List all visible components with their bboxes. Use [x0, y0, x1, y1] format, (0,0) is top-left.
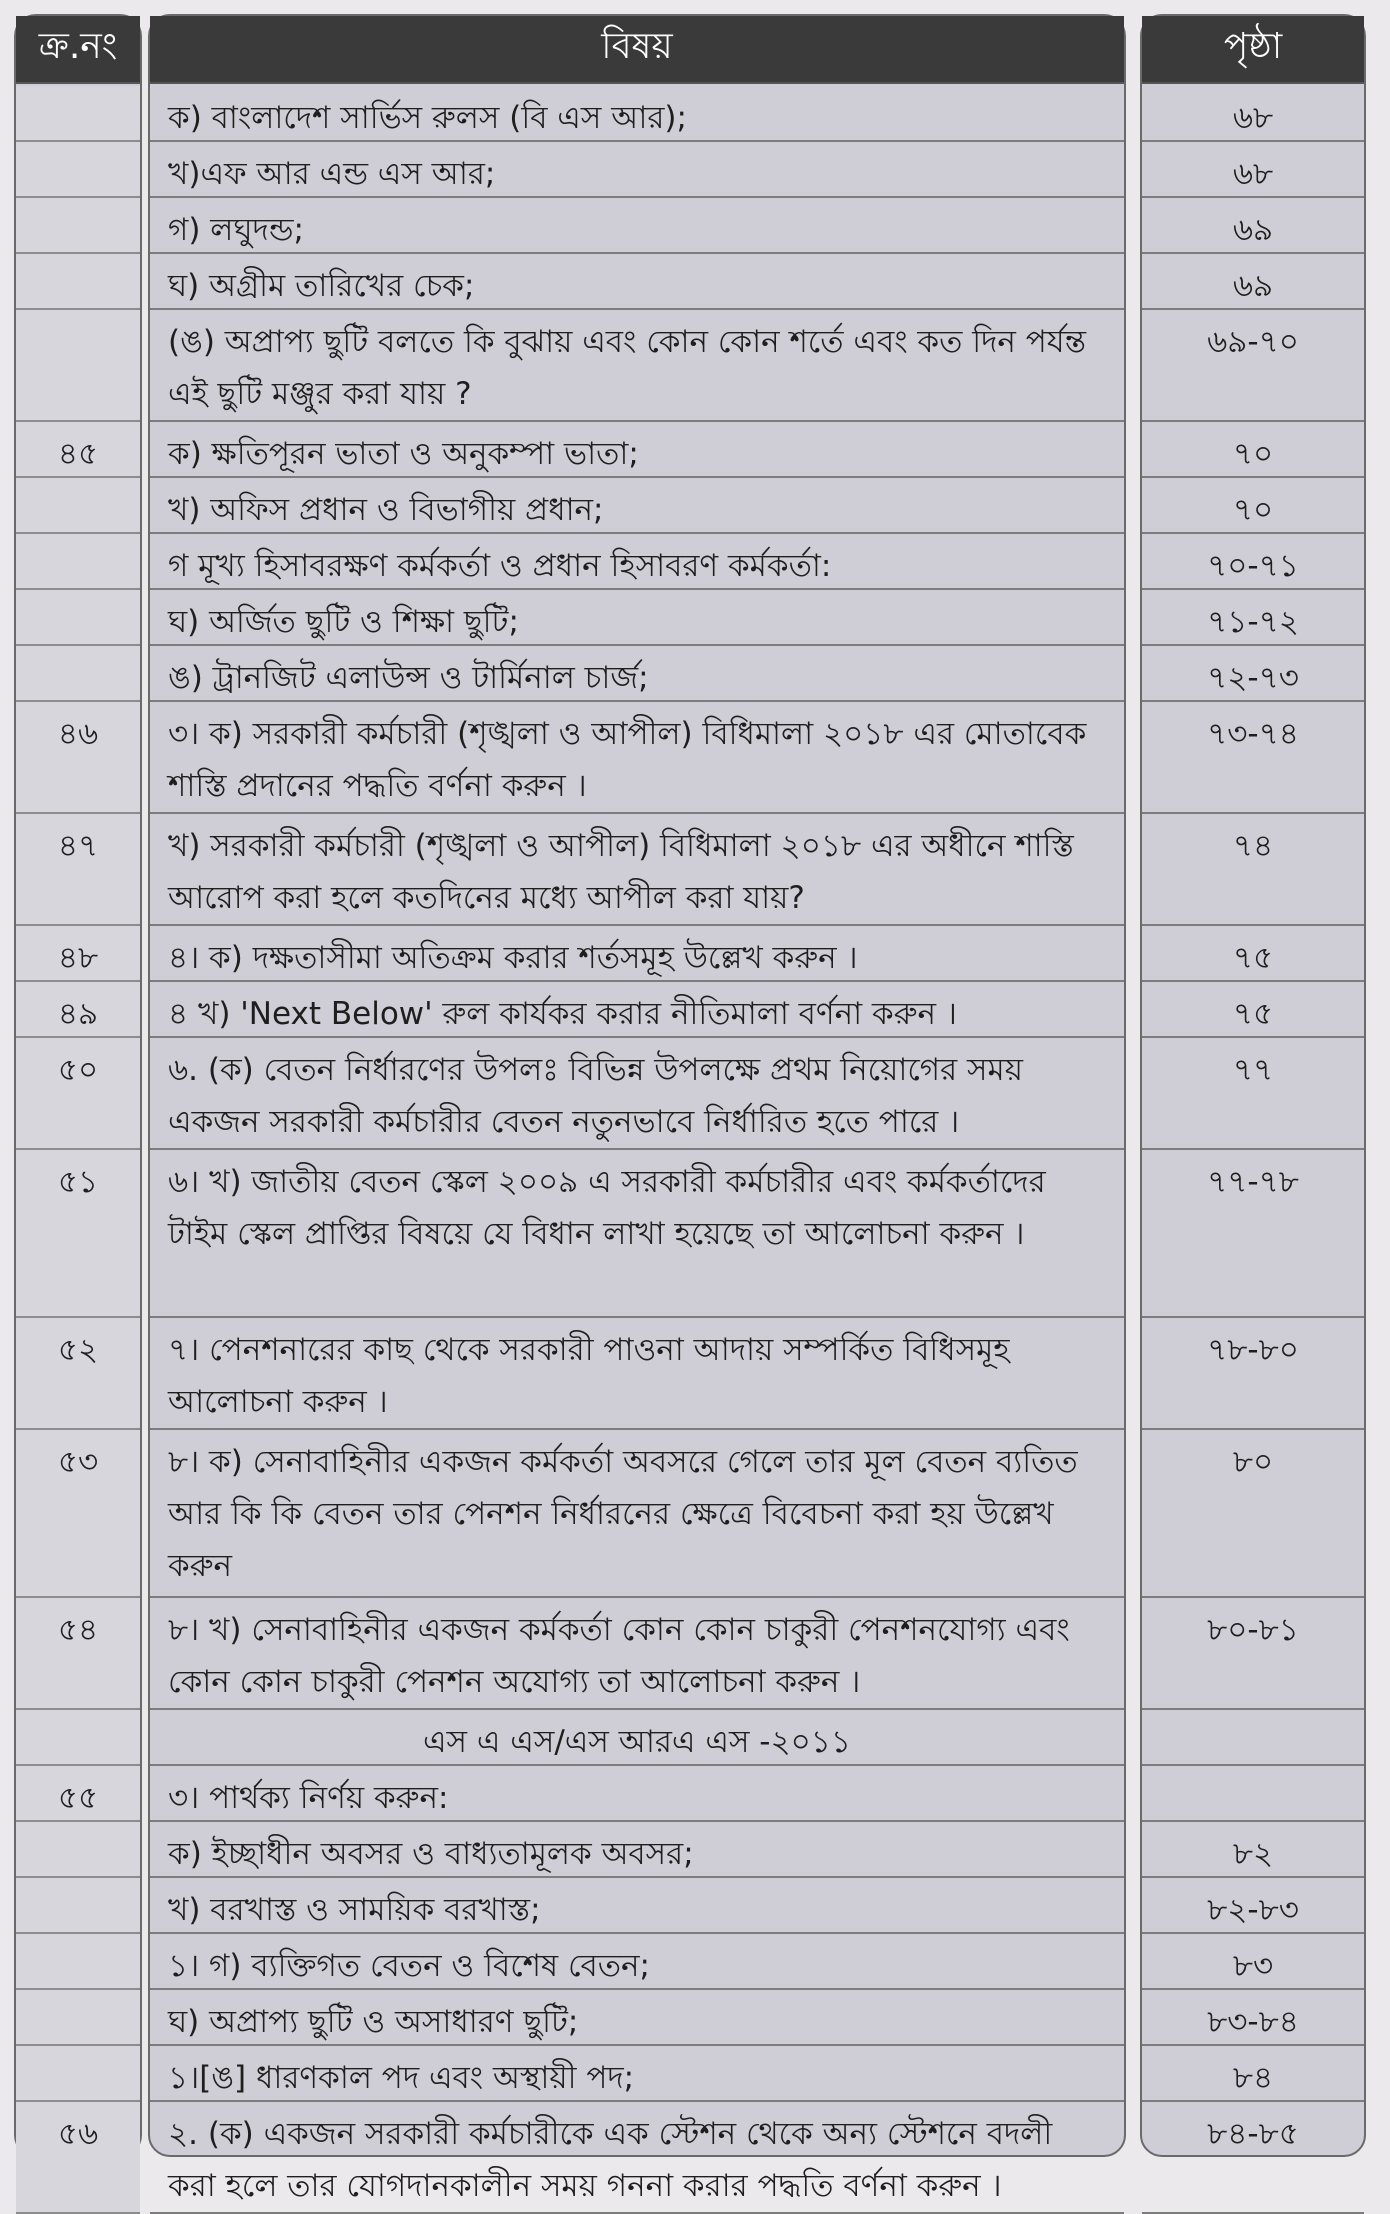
- page-cell: ৭৫: [1142, 926, 1364, 982]
- page-cell: ৮২: [1142, 1822, 1364, 1878]
- serial-cell: [16, 814, 140, 926]
- page-cell: ৮২-৮৩: [1142, 1878, 1364, 1934]
- serial-rows: [16, 86, 140, 2155]
- serial-number: [16, 1710, 140, 1716]
- serial-number: [16, 1990, 140, 1996]
- page-cell: ৭০: [1142, 478, 1364, 534]
- page-cell: ৮৩-৮৪: [1142, 1990, 1364, 2046]
- subject-cell: গ) লঘুদন্ড;: [150, 198, 1124, 254]
- page-cell: ৭৪: [1142, 814, 1364, 926]
- subject-cell: ৩। পার্থক্য নির্ণয় করুন:: [150, 1766, 1124, 1822]
- subject-cell: ৭। পেনশনারের কাছ থেকে সরকারী পাওনা আদায় সম্পর্কিত বিধিসমূহ আলোচনা করুন ।: [150, 1318, 1124, 1430]
- serial-cell: [16, 1822, 140, 1878]
- serial-number: ৫৩: [57, 1444, 99, 1480]
- subject-cell: ১।[ঙ] ধারণকাল পদ এবং অস্থায়ী পদ;: [150, 2046, 1124, 2102]
- page-cell: ৮০: [1142, 1430, 1364, 1598]
- serial-number: [16, 534, 140, 540]
- serial-cell: [16, 198, 140, 254]
- serial-number: ৫০: [57, 1052, 99, 1088]
- serial-number: [16, 1878, 140, 1884]
- page-cell: ৬৯-৭০: [1142, 310, 1364, 422]
- serial-cell: [16, 534, 140, 590]
- subject-cell: এস এ এস/এস আরএ এস -২০১১: [150, 1710, 1124, 1766]
- serial-header: ক্র.নং: [16, 16, 140, 84]
- serial-cell: [16, 1598, 140, 1710]
- serial-number: [16, 1934, 140, 1940]
- page-cell: ৮৪-৮৫: [1142, 2102, 1364, 2214]
- serial-number: ৫৫: [57, 1780, 99, 1816]
- page-column: [1140, 14, 1366, 2157]
- serial-cell: [16, 702, 140, 814]
- serial-number: [16, 646, 140, 652]
- subject-cell: খ)এফ আর এন্ড এস আর;: [150, 142, 1124, 198]
- subject-cell: ৪। ক) দক্ষতাসীমা অতিক্রম করার শর্তসমূহ উল্লেখ করুন ।: [150, 926, 1124, 982]
- page-rows: [1142, 86, 1364, 2155]
- serial-cell: [16, 590, 140, 646]
- serial-cell: [16, 1710, 140, 1766]
- subject-cell: ২. (ক) একজন সরকারী কর্মচারীকে এক স্টেশন থেকে অন্য স্টেশনে বদলী করা হলে তার যোগদানকালীন সময় গননা করার পদ্ধতি বর্ণনা করুন ।: [150, 2102, 1124, 2214]
- serial-number: ৫২: [57, 1332, 99, 1368]
- subject-cell: খ) সরকারী কর্মচারী (শৃঙ্খলা ও আপীল) বিধিমালা ২০১৮ এর অধীনে শাস্তি আরোপ করা হলে কতদিনের মধ্যে আপীল করা যায়?: [150, 814, 1124, 926]
- subject-cell: খ) বরখাস্ত ও সাময়িক বরখাস্ত;: [150, 1878, 1124, 1934]
- serial-number: ৪৮: [57, 940, 99, 976]
- serial-cell: [16, 478, 140, 534]
- subject-header: বিষয়: [150, 16, 1124, 84]
- page-cell: [1142, 1766, 1364, 1822]
- serial-number: ৫১: [57, 1164, 99, 1200]
- subject-cell: ১। গ) ব্যক্তিগত বেতন ও বিশেষ বেতন;: [150, 1934, 1124, 1990]
- page-cell: ৭৫: [1142, 982, 1364, 1038]
- serial-cell: [16, 2046, 140, 2102]
- serial-number: ৪৫: [57, 436, 99, 472]
- serial-column: [14, 14, 142, 2157]
- subject-column: [148, 14, 1126, 2204]
- page-header: পৃষ্ঠা: [1142, 16, 1364, 84]
- serial-cell: [16, 926, 140, 982]
- serial-cell: [16, 1150, 140, 1318]
- subject-cell: ক) ক্ষতিপূরন ভাতা ও অনুকম্পা ভাতা;: [150, 422, 1124, 478]
- subject-cell: ক) বাংলাদেশ সার্ভিস রুলস (বি এস আর);: [150, 86, 1124, 142]
- serial-number: ৪৭: [57, 828, 99, 864]
- subject-cell: ঙ) ট্রানজিট এলাউন্স ও টার্মিনাল চার্জ;: [150, 646, 1124, 702]
- page-cell: ৮০-৮১: [1142, 1598, 1364, 1710]
- subject-cell: ৮। খ) সেনাবাহিনীর একজন কর্মকর্তা কোন কোন চাকুরী পেনশনযোগ্য এবং কোন কোন চাকুরী পেনশন অযোগ্য তা আলোচনা করুন ।: [150, 1598, 1124, 1710]
- serial-number: [16, 142, 140, 148]
- page-cell: ৭৩-৭৪: [1142, 702, 1364, 814]
- page-cell: ৮৪: [1142, 2046, 1364, 2102]
- serial-cell: [16, 142, 140, 198]
- subject-cell: ৩। ক) সরকারী কর্মচারী (শৃঙ্খলা ও আপীল) বিধিমালা ২০১৮ এর মোতাবেক শাস্তি প্রদানের পদ্ধতি বর্ণনা করুন ।: [150, 702, 1124, 814]
- serial-cell: [16, 646, 140, 702]
- serial-number: [16, 1822, 140, 1828]
- page-cell: ৭৮-৮০: [1142, 1318, 1364, 1430]
- serial-number: [16, 590, 140, 596]
- serial-cell: [16, 2102, 140, 2214]
- subject-cell: ৮। ক) সেনাবাহিনীর একজন কর্মকর্তা অবসরে গেলে তার মূল বেতন ব্যতিত আর কি কি বেতন তার পেনশন নির্ধারনের ক্ষেত্রে বিবেচনা করা হয় উল্লেখ করুন: [150, 1430, 1124, 1598]
- serial-cell: [16, 86, 140, 142]
- page-cell: ৭২-৭৩: [1142, 646, 1364, 702]
- serial-cell: [16, 1038, 140, 1150]
- serial-number: [16, 310, 140, 316]
- serial-number: ৫৪: [57, 1612, 99, 1648]
- subject-cell: ক) ইচ্ছাধীন অবসর ও বাধ্যতামূলক অবসর;: [150, 1822, 1124, 1878]
- serial-cell: [16, 1878, 140, 1934]
- serial-number: [16, 2046, 140, 2052]
- serial-number: ৪৬: [57, 716, 99, 752]
- page-cell: ৬৮: [1142, 86, 1364, 142]
- page-cell: ৭১-৭২: [1142, 590, 1364, 646]
- serial-cell: [16, 1766, 140, 1822]
- serial-cell: [16, 1318, 140, 1430]
- serial-cell: [16, 310, 140, 422]
- subject-cell: ৪ খ) 'Next Below' রুল কার্যকর করার নীতিমালা বর্ণনা করুন ।: [150, 982, 1124, 1038]
- serial-number: [16, 478, 140, 484]
- serial-cell: [16, 1934, 140, 1990]
- page-cell: [1142, 1710, 1364, 1766]
- page-cell: ৬৯: [1142, 198, 1364, 254]
- serial-number: [16, 254, 140, 260]
- serial-number: ৫৬: [57, 2116, 99, 2152]
- page-cell: ৮৩: [1142, 1934, 1364, 1990]
- serial-cell: [16, 254, 140, 310]
- serial-number: ৪৯: [57, 996, 99, 1032]
- serial-cell: [16, 1990, 140, 2046]
- page-cell: ৭৭: [1142, 1038, 1364, 1150]
- serial-cell: [16, 422, 140, 478]
- page-cell: ৭০-৭১: [1142, 534, 1364, 590]
- page-cell: ৬৯: [1142, 254, 1364, 310]
- subject-cell: ৬। খ) জাতীয় বেতন স্কেল ২০০৯ এ সরকারী কর্মচারীর এবং কর্মকর্তাদের টাইম স্কেল প্রাপ্তির বিষয়ে যে বিধান লাখা হয়েছে তা আলোচনা করুন ।: [150, 1150, 1124, 1318]
- subject-cell: ঘ) অগ্রীম তারিখের চেক;: [150, 254, 1124, 310]
- subject-cell: খ) অফিস প্রধান ও বিভাগীয় প্রধান;: [150, 478, 1124, 534]
- subject-cell: ৬. (ক) বেতন নির্ধারণের উপলঃ বিভিন্ন উপলক্ষে প্রথম নিয়োগের সময় একজন সরকারী কর্মচারীর বেতন নতুনভাবে নির্ধারিত হতে পারে ।: [150, 1038, 1124, 1150]
- subject-cell: (ঙ) অপ্রাপ্য ছুটি বলতে কি বুঝায় এবং কোন কোন শর্তে এবং কত দিন পর্যন্ত এই ছুটি মঞ্জুর করা যায় ?: [150, 310, 1124, 422]
- serial-number: [16, 198, 140, 204]
- subject-rows: [150, 86, 1124, 2204]
- serial-number: [16, 86, 140, 92]
- subject-cell: গ মূখ্য হিসাবরক্ষণ কর্মকর্তা ও প্রধান হিসাবরণ কর্মকর্তা:: [150, 534, 1124, 590]
- subject-cell: ঘ) অর্জিত ছুটি ও শিক্ষা ছুটি;: [150, 590, 1124, 646]
- serial-cell: [16, 982, 140, 1038]
- page-cell: ৬৮: [1142, 142, 1364, 198]
- subject-cell: ঘ) অপ্রাপ্য ছুটি ও অসাধারণ ছুটি;: [150, 1990, 1124, 2046]
- page-cell: ৭৭-৭৮: [1142, 1150, 1364, 1318]
- page-cell: ৭০: [1142, 422, 1364, 478]
- serial-cell: [16, 1430, 140, 1598]
